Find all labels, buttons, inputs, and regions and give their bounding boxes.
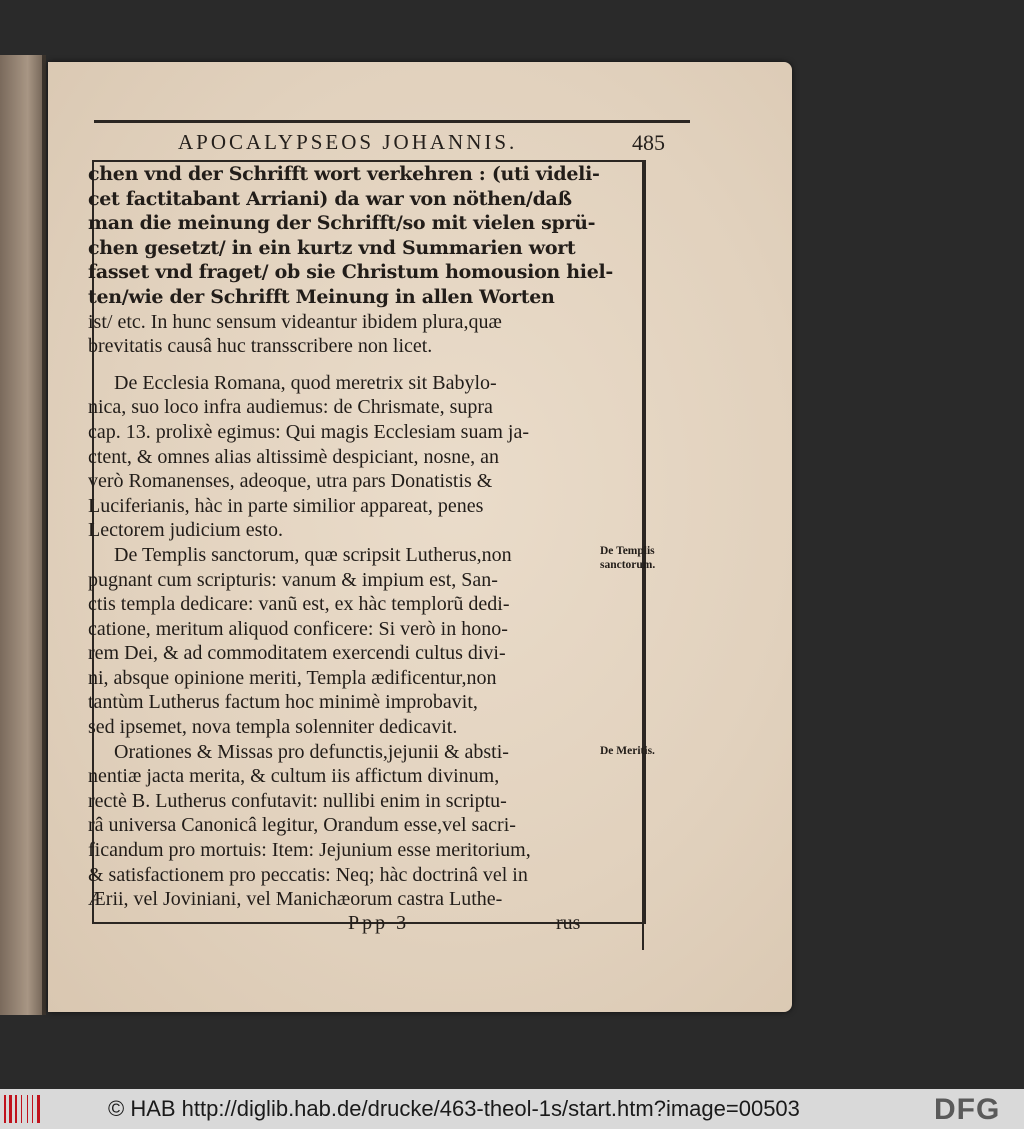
text-line: Orationes & Missas pro defunctis,jejunii & absti- (114, 740, 509, 763)
paragraph-gap (88, 359, 608, 371)
footer-bar (0, 1089, 1024, 1129)
text-line: cap. 13. prolixè egimus: Qui magis Ecclesiam suam ja- (88, 420, 529, 443)
text-line: Luciferianis, hàc in parte similior appareat, penes (88, 494, 484, 517)
previous-page-edge (0, 55, 46, 1015)
text-line: ten/wie der Schrifft Meinung in allen Worten (88, 285, 555, 308)
text-line: chen gesetzt/ in ein kurtz vnd Summarien wort (88, 236, 576, 259)
signature-mark: Ppp 3 (348, 912, 410, 934)
text-line: ctent, & omnes alias altissimè despiciant, nosne, an (88, 445, 500, 468)
text-line: & satisfactionem pro peccatis: Neq; hàc doctrinâ vel in (88, 863, 528, 886)
text-line: Lectorem judicium esto. (88, 519, 283, 542)
text-line: nentiæ jacta merita, & cultum iis affictum divinum, (88, 765, 500, 788)
text-line: râ universa Canonicâ legitur, Orandum esse,vel sacri- (88, 814, 516, 837)
text-line: chen vnd der Schrifft wort verkehren : (uti videli- (88, 163, 600, 185)
text-line: man die meinung der Schrifft/so mit vielen sprü- (88, 212, 596, 235)
text-line: ni, absque opinione meriti, Templa ædificentur,non (88, 666, 497, 689)
page-number: 485 (632, 130, 665, 155)
text-line: ficandum pro mortuis: Item: Jejunium esse meritorium, (88, 839, 531, 862)
text-line: ctis templa dedicare: vanũ est, ex hàc templorũ dedi- (88, 593, 510, 616)
text-line: rectè B. Lutherus confutavit: nullibi enim in scriptu- (88, 789, 507, 812)
text-line: Ærii, vel Joviniani, vel Manichæorum castra Luthe- (88, 888, 503, 911)
text-line: De Templis sanctorum, quæ scripsit Lutherus,non (114, 543, 512, 566)
text-line: ist/ etc. In hunc sensum videantur ibidem plura,quæ (88, 310, 502, 333)
text-line: rem Dei, & ad commoditatem exercendi cultus divi- (88, 642, 506, 665)
marginal-note-line: De Meritis. (600, 745, 655, 757)
text-line: brevitatis causâ huc transscribere non licet. (88, 335, 433, 358)
marginal-note-meritis (600, 744, 655, 758)
text-line: tantùm Lutherus factum hoc minimè improbavit, (88, 691, 478, 714)
copyright-url[interactable]: © HAB http://diglib.hab.de/drucke/463-theol-1s/start.htm?image=00503 (108, 1096, 800, 1121)
dfg-logo: DFG (934, 1093, 1001, 1126)
body-text (88, 162, 613, 912)
text-line: De Ecclesia Romana, quod meretrix sit Babylo- (114, 371, 497, 394)
book-page (48, 62, 792, 1012)
marginal-note-line: sanctorum. (600, 559, 656, 571)
header-rule (94, 120, 690, 123)
text-line: cet factitabant Arriani) da war von nöthen/daß (88, 187, 572, 210)
text-line: pugnant cum scripturis: vanum & impium est, San- (88, 568, 498, 591)
catchword: rus (556, 912, 581, 934)
running-title: APOCALYPSEOS JOHANNIS. (178, 130, 518, 154)
text-line: nica, suo loco infra audiemus: de Chrismate, supra (88, 396, 493, 419)
marginal-note-templis (600, 544, 655, 572)
marginal-note-line: De Templis (600, 545, 655, 557)
barcode-icon (4, 1095, 48, 1123)
text-line: sed ipsemet, nova templa solenniter dedicavit. (88, 716, 458, 739)
text-line: catione, meritum aliquod conficere: Si verò in hono- (88, 617, 508, 640)
text-line: fasset vnd fraget/ ob sie Christum homousion hiel- (88, 261, 613, 284)
text-line: verò Romanenses, adeoque, utra pars Donatistis & (88, 470, 493, 493)
